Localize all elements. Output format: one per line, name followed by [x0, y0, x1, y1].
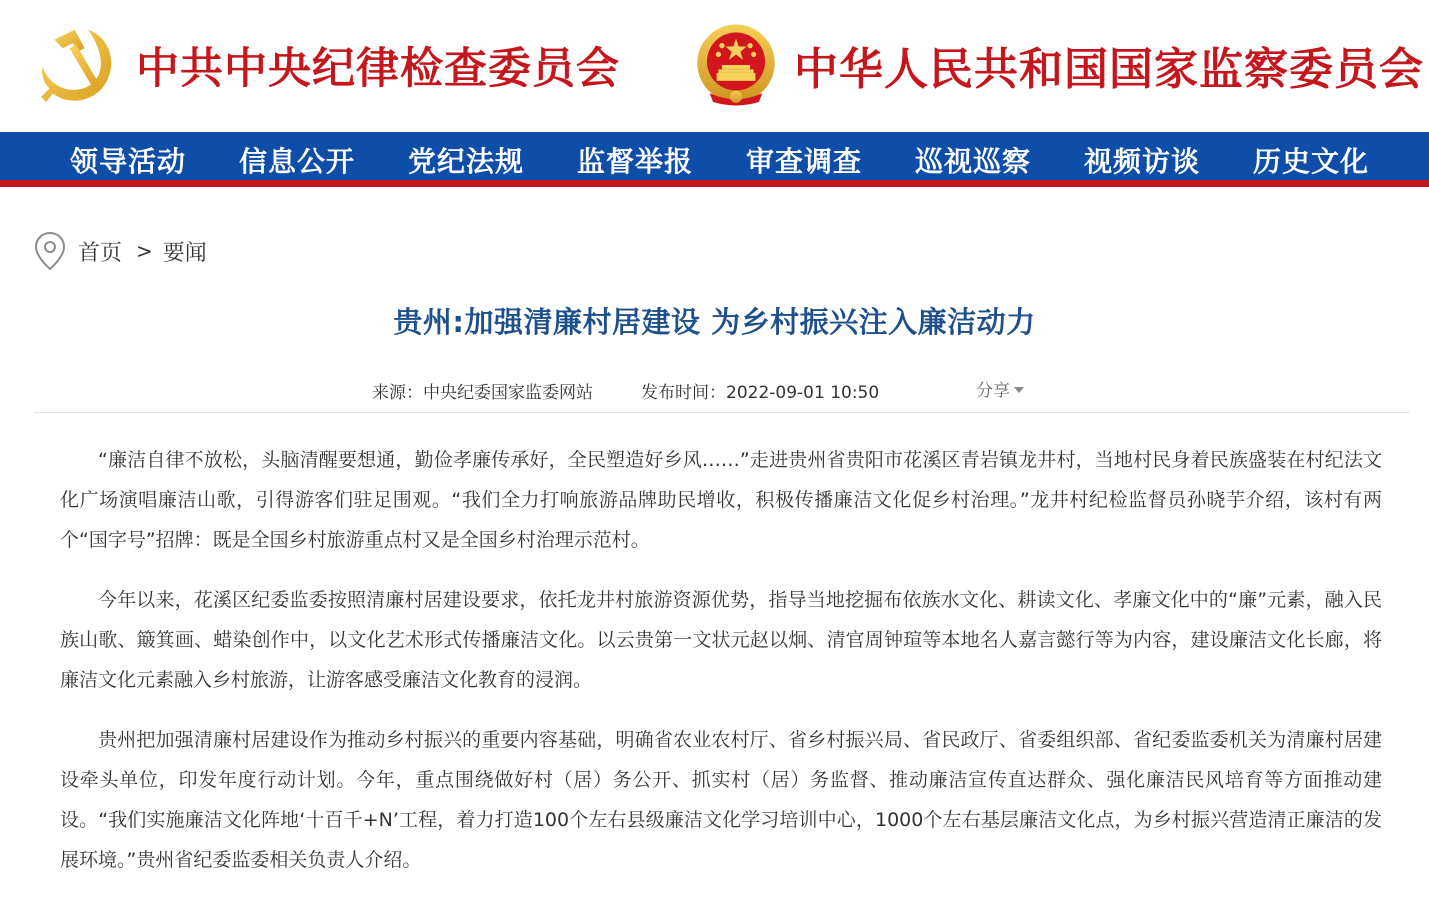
article-body [60, 440, 1382, 900]
breadcrumb [34, 230, 207, 272]
main-nav [0, 132, 1429, 187]
nav-item-inspection[interactable]: 巡视巡察 [915, 144, 1032, 178]
nav-item-investigation[interactable]: 审查调查 [746, 144, 863, 178]
site-header [0, 0, 1429, 132]
article-paragraph: 贵州把加强清廉村居建设作为推动乡村振兴的重要内容基础，明确省农业农村厅、省乡村振兴局、省民政厅、省委组织部、省纪委监委机关为清廉村居建设牵头单位，印发年度行动计划。今年，重点围绕做好村（居）务公开、抓实村（居）务监督、推动廉洁宣传直达群众、强化廉洁民风培育等方面推动建设。“我们实施廉洁文化阵地‘十百千+N’工程，着力打造100个左右县级廉洁文化学习培训中心，1000个左右基层廉洁文化点，为乡村振兴营造清正廉洁的发展环境。”贵州省纪委监委相关负责人介绍。 [60, 729, 1382, 871]
meta-divider [34, 412, 1410, 413]
article-meta [0, 376, 1429, 404]
article-publish-time: 发布时间：2022-09-01 10:50 [641, 383, 880, 403]
share-button[interactable] [976, 376, 1024, 401]
article-paragraph: “廉洁自律不放松，头脑清醒要想通，勤俭孝廉传承好，全民塑造好乡风……”走进贵州省贵阳市花溪区青岩镇龙井村，当地村民身着民族盛装在村纪法文化广场演唱廉洁山歌，引得游客们驻足围观。“我们全力打响旅游品牌助民增收，积极传播廉洁文化促乡村治理。”龙井村纪检监督员孙晓芋介绍，该村有两个“国字号”招牌：既是全国乡村旅游重点村又是全国乡村治理示范村。 [60, 449, 1382, 551]
article-paragraph: 今年以来，花溪区纪委监委按照清廉村居建设要求，依托龙井村旅游资源优势，指导当地挖掘布依族水文化、耕读文化、孝廉文化中的“廉”元素，融入民族山歌、簸箕画、蜡染创作中，以文化艺术形式传播廉洁文化。以云贵第一文状元赵以炯、清官周钟瑄等本地名人嘉言懿行等为内容，建设廉洁文化长廊，将廉洁文化元素融入乡村旅游，让游客感受廉洁文化教育的浸润。 [60, 589, 1382, 691]
ccdi-brand[interactable] [36, 10, 620, 120]
location-pin-icon [34, 231, 66, 271]
nav-item-history-culture[interactable]: 历史文化 [1253, 144, 1370, 178]
share-label: 分享 [976, 381, 1010, 401]
nav-item-regulations[interactable]: 党纪法规 [408, 144, 525, 178]
nav-item-supervision-report[interactable]: 监督举报 [577, 144, 694, 178]
breadcrumb-current[interactable]: 要闻 [162, 240, 207, 266]
national-emblem-icon [692, 20, 780, 110]
nav-item-info-disclosure[interactable]: 信息公开 [239, 144, 356, 178]
breadcrumb-separator: > [136, 239, 153, 263]
nsc-title: 中华人民共和国国家监察委员会 [794, 44, 1424, 95]
ccdi-title: 中共中央纪律检查委员会 [136, 43, 620, 94]
nav-item-leadership[interactable]: 领导活动 [70, 144, 187, 178]
party-emblem-icon [36, 23, 120, 107]
article-title: 贵州:加强清廉村居建设 为乡村振兴注入廉洁动力 [393, 305, 1036, 339]
article-source: 来源：中央纪委国家监委网站 [372, 383, 593, 403]
chevron-down-icon [1014, 387, 1024, 393]
breadcrumb-home[interactable]: 首页 [78, 240, 123, 266]
nsc-brand[interactable] [692, 10, 1424, 120]
nav-item-video-interview[interactable]: 视频访谈 [1084, 144, 1201, 178]
